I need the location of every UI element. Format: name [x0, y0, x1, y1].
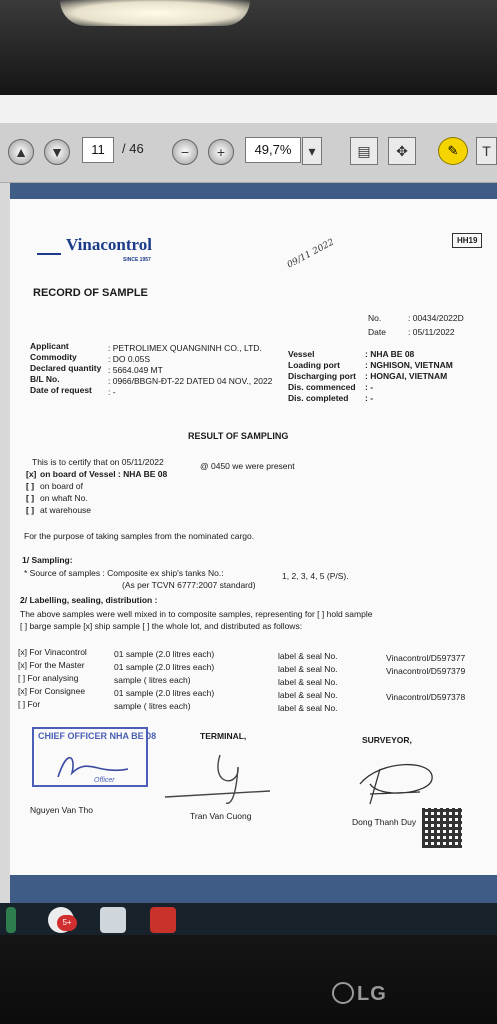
zoom-dropdown-chevron-down-icon[interactable]: ▾	[302, 137, 322, 165]
screen	[0, 95, 497, 937]
terminal-signature-icon	[160, 747, 280, 807]
surveyor-label: SURVEYOR,	[362, 735, 412, 745]
file-manager-icon[interactable]	[100, 907, 126, 933]
distribution-sample: sample ( litres each)	[114, 701, 191, 711]
lg-circle-icon	[332, 982, 354, 1004]
field-value: : -	[365, 393, 374, 403]
checkbox-mark: [ ]	[26, 493, 35, 503]
no-value: : 00434/2022D	[408, 313, 464, 323]
field-label: Date of request	[30, 385, 92, 395]
sampling-source: * Source of samples : Composite ex ship's tanks No.:	[24, 568, 224, 578]
zoom-in-icon[interactable]: +	[208, 139, 234, 165]
field-label: Dis. completed	[288, 393, 349, 403]
location-option: on board of	[40, 481, 84, 491]
field-value: : NHA BE 08	[365, 349, 415, 359]
distribution-label: label & seal No.	[278, 664, 338, 674]
chief-officer-stamp	[32, 727, 157, 787]
distribution-for: [x] For Consignee	[18, 686, 86, 696]
comment-icon[interactable]: ✎	[438, 137, 468, 165]
distribution-seal: Vinacontrol/D597378	[386, 692, 466, 702]
sampling-tanks: 1, 2, 3, 4, 5 (P/S).	[282, 571, 349, 581]
company-logo: Vinacontrol	[66, 235, 152, 254]
toolbar-top-strip	[0, 95, 497, 123]
checkbox-mark: [ ]	[26, 505, 35, 515]
document-page	[10, 199, 497, 875]
labelling-text-1: The above samples were well mixed in to composite samples, representing for [ ] hold sample	[20, 609, 373, 619]
monitor-brand-text: LG	[357, 983, 387, 1005]
certify-time: @ 0450 we were present	[200, 461, 295, 471]
date-label: Date	[368, 327, 386, 337]
field-label: Vessel	[288, 349, 315, 359]
distribution-sample: 01 sample (2.0 litres each)	[114, 649, 215, 659]
distribution-label: label & seal No.	[278, 690, 338, 700]
text-tool-icon[interactable]: T	[476, 137, 497, 165]
purpose-text: For the purpose of taking samples from the nominated cargo.	[24, 531, 255, 541]
location-option: at warehouse	[40, 505, 92, 515]
field-value: : PETROLIMEX QUANGNINH CO., LTD.	[108, 343, 262, 353]
distribution-seal: Vinacontrol/D597379	[386, 666, 466, 676]
taskbar-app-icon[interactable]	[6, 907, 16, 933]
sampling-standard: (As per TCVN 6777:2007 standard)	[122, 580, 256, 590]
distribution-for: [x] For Vinacontrol	[18, 647, 87, 657]
distribution-for: [ ] For	[18, 699, 41, 709]
pdf-toolbar	[0, 123, 497, 183]
qr-code-icon	[422, 808, 462, 848]
handwritten-note: 09/11 2022	[285, 237, 337, 271]
field-label: Discharging port	[288, 371, 357, 381]
fit-page-icon[interactable]: ▤	[350, 137, 378, 165]
result-title: RESULT OF SAMPLING	[188, 431, 289, 441]
stamp-title: CHIEF OFFICER NHA BE 08	[38, 731, 157, 741]
field-value: : -	[108, 387, 116, 397]
field-value: : -	[365, 382, 374, 392]
field-label: Commodity	[30, 352, 77, 362]
page-number-input[interactable]: 11	[82, 137, 114, 163]
terminal-label: TERMINAL,	[200, 731, 247, 741]
field-label: Dis. commenced	[288, 382, 356, 392]
distribution-for: [ ] For analysing	[18, 673, 79, 683]
page-up-icon[interactable]: ▲	[8, 139, 34, 165]
zoom-out-icon[interactable]: −	[172, 139, 198, 165]
field-value: : NGHISON, VIETNAM	[365, 360, 453, 370]
fit-width-icon[interactable]: ✥	[388, 137, 416, 165]
distribution-label: label & seal No.	[278, 651, 338, 661]
signatory-name: Nguyen Van Tho	[30, 805, 94, 815]
checkbox-mark: [ ]	[26, 481, 35, 491]
form-code: HH19	[452, 233, 482, 248]
taskbar	[0, 903, 497, 937]
location-option: on board of Vessel : NHA BE 08	[40, 469, 168, 479]
sampling-title: 1/ Sampling:	[22, 555, 73, 565]
field-label: Applicant	[30, 341, 69, 351]
labelling-title: 2/ Labelling, sealing, distribution :	[20, 595, 158, 605]
pdf-reader-icon[interactable]	[150, 907, 176, 933]
vinacontrol-logo-icon	[37, 233, 61, 255]
logo-since: SINCE 1957	[123, 257, 151, 263]
location-option: on whaft No.	[40, 493, 88, 503]
page-total: / 46	[122, 141, 144, 156]
no-label: No.	[368, 313, 382, 323]
page-down-icon[interactable]: ▼	[44, 139, 70, 165]
document-title: RECORD OF SAMPLE	[33, 287, 148, 299]
distribution-sample: 01 sample (2.0 litres each)	[114, 662, 215, 672]
monitor-top-bezel	[0, 0, 497, 95]
field-label: Loading port	[288, 360, 340, 370]
monitor-brand-logo	[332, 982, 387, 1006]
field-value: : HONGAI, VIETNAM	[365, 371, 448, 381]
stamp-officer: Officer	[94, 777, 115, 784]
labelling-text-2: [ ] barge sample [x] ship sample [ ] the whole lot, and distributed as follows:	[20, 621, 303, 631]
letterhead-band	[10, 183, 497, 199]
signatory-name: Tran Van Cuong	[190, 811, 252, 821]
field-label: Declared quantity	[30, 363, 102, 373]
field-value: : 5664.049 MT	[108, 365, 163, 375]
zoom-level-input[interactable]: 49,7%	[245, 137, 301, 163]
distribution-label: label & seal No.	[278, 703, 338, 713]
monitor-bottom-bezel	[0, 935, 497, 1024]
field-value: : DO 0.05S	[108, 354, 151, 364]
distribution-for: [x] For the Master	[18, 660, 85, 670]
notification-badge: 5+	[57, 915, 77, 931]
certify-line: This is to certify that on 05/11/2022	[32, 457, 164, 467]
surveyor-signature-icon	[340, 754, 450, 809]
field-value: : 0966/BBGN-ĐT-22 DATED 04 NOV., 2022	[108, 376, 273, 386]
checkbox-mark: [x]	[26, 469, 37, 479]
ceiling-light	[60, 0, 250, 26]
letterhead-footer-band	[10, 875, 497, 903]
distribution-label: label & seal No.	[278, 677, 338, 687]
field-label: B/L No.	[30, 374, 60, 384]
chief-officer-signature-icon	[48, 747, 138, 781]
signatory-name: Dong Thanh Duy	[352, 817, 417, 827]
distribution-sample: 01 sample (2.0 litres each)	[114, 688, 215, 698]
distribution-sample: sample ( litres each)	[114, 675, 191, 685]
distribution-seal: Vinacontrol/D597377	[386, 653, 466, 663]
date-value: : 05/11/2022	[408, 327, 455, 337]
